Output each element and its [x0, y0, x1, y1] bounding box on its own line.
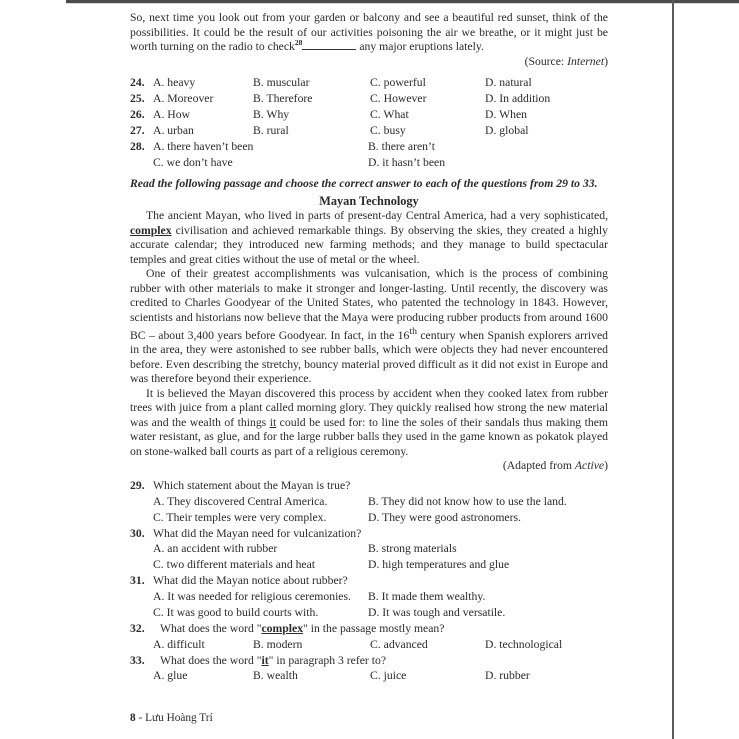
question-33-options [130, 668, 608, 684]
question-30-options-ab [130, 541, 608, 557]
q33-text-before: What does the word " [160, 653, 262, 667]
question-number: 29. [130, 478, 145, 492]
author-name: - Lưu Hoàng Trí [135, 712, 213, 724]
option-d: D. It was tough and versatile. [368, 606, 506, 619]
option-b: B. modern [253, 637, 303, 651]
question-row-24 [130, 75, 608, 91]
option-b: B. Therefore [253, 92, 313, 105]
spacer [130, 494, 153, 510]
option-d: D. In addition [485, 92, 551, 105]
p1-keyword-complex: complex [130, 223, 172, 237]
option-b: B. wealth [253, 669, 298, 683]
question-number: 31. [130, 574, 145, 588]
option-d: D. When [485, 108, 527, 121]
question-30-options-cd [130, 557, 608, 573]
page-footer [130, 712, 213, 724]
option-c: C. What [370, 108, 409, 121]
spacer [130, 510, 153, 526]
question-number: 28. [130, 140, 145, 153]
page-top-edge-line [66, 0, 739, 3]
question-number: 27. [130, 124, 145, 137]
question-number: 26. [130, 108, 145, 121]
question-31 [130, 573, 608, 621]
question-number: 25. [130, 92, 145, 105]
spacer [130, 589, 153, 605]
option-c: C. Their temples were very complex. [153, 510, 327, 524]
multiple-choice-block-24-28 [130, 75, 608, 171]
option-b: B. It made them wealthy. [368, 590, 486, 603]
credit-title: Active [574, 459, 605, 473]
option-b: B. Why [253, 108, 290, 121]
source-title: Internet [567, 54, 605, 68]
option-c: C. we don’t have [153, 156, 233, 169]
question-29 [130, 478, 608, 526]
spacer [130, 605, 153, 621]
spacer [130, 668, 153, 684]
question-text [160, 653, 608, 669]
question-31-options-ab [130, 589, 608, 605]
source-prefix: (Source: [524, 54, 568, 68]
option-c: C. However [370, 92, 427, 105]
spacer [130, 155, 153, 171]
option-b: B. rural [253, 124, 289, 137]
p1-text-after: civilisation and achieved remarkable things. By observing the skies, they created a highly accurate calendar; they introduced new farming methods; and they manage to build spectacular temples and great cities without the use of metal or the wheel. [130, 223, 608, 266]
option-b: B. there aren’t [368, 140, 435, 153]
option-d: D. technological [485, 637, 563, 651]
option-c: C. busy [370, 124, 406, 137]
option-a: A. there haven’t been [153, 140, 254, 153]
question-32 [130, 621, 608, 653]
question-text [160, 621, 608, 637]
option-c: C. advanced [370, 637, 428, 651]
question-29-options-cd [130, 510, 608, 526]
option-a: A. They discovered Central America. [153, 494, 328, 508]
question-row-25 [130, 91, 608, 107]
question-row-28-line2 [130, 155, 608, 171]
q33-keyword-it: it [261, 653, 269, 667]
question-row-27 [130, 123, 608, 139]
option-a: A. Moreover [153, 92, 214, 105]
credit-suffix: ) [604, 459, 608, 473]
option-a: A. an accident with rubber [153, 542, 278, 556]
p3-keyword-it: it [269, 415, 277, 429]
option-a: A. heavy [153, 76, 196, 89]
option-d: D. They were good astronomers. [368, 510, 521, 524]
question-number: 24. [130, 76, 145, 89]
question-text: What did the Mayan notice about rubber? [153, 574, 348, 588]
question-32-options [130, 637, 608, 653]
passage-paragraph-3 [130, 387, 608, 460]
option-d: D. it hasn’t been [368, 156, 446, 169]
intro-tail: any major eruptions lately. [356, 40, 484, 53]
fill-in-blank [302, 40, 356, 50]
question-33 [130, 653, 608, 685]
p2-text-after: century when Spanish explorers arrived in the area, they were astonished to see rubber balls, which were objects they had never encountered before. Even describing the stretchy, bouncy material proved difficult as it did not exist in Europe and was therefore beyond their experience. [130, 328, 608, 386]
source-suffix: ) [604, 54, 608, 68]
q32-text-before: What does the word " [160, 622, 262, 635]
p1-text: The ancient Mayan, who lived in parts of present-day Central America, had a very sophisticated, [146, 209, 608, 222]
spacer [130, 637, 153, 653]
p3-text: It is believed the Mayan discovered this process by accident when they cooked latex from rubber trees with juice from a plant called morning glory. They quickly realised how strong the new material was and the wealth of things [130, 386, 608, 429]
question-29-options-ab [130, 494, 608, 510]
page-right-edge-line [672, 0, 674, 739]
question-30-text [130, 526, 608, 542]
option-d: D. high temperatures and glue [368, 558, 510, 572]
question-31-text [130, 573, 608, 589]
p3-text-after: could be used for: to line the soles of their sandals thus making them water resistant, as glue, and for the large rubber balls they used in the game known as pokatok played on stone-walked ball courts as part of a religious ceremony. [130, 415, 608, 458]
source-credit [130, 55, 608, 70]
page-number: 8 [130, 712, 136, 724]
option-d: D. global [485, 124, 529, 137]
q32-keyword-complex: complex [261, 622, 304, 635]
option-a: A. difficult [153, 637, 205, 651]
passage-paragraph-1 [130, 209, 608, 267]
page-content [130, 11, 608, 684]
passage-paragraph-2 [130, 267, 608, 387]
question-row-26 [130, 107, 608, 123]
option-c: C. two different materials and heat [153, 558, 316, 572]
option-b: B. muscular [253, 76, 310, 89]
option-d: D. natural [485, 76, 532, 89]
p2-text: One of their greatest accomplishments was vulcanisation, which is the process of combining rubber with other materials to make it stronger and longer-lasting. Until recently, the discovery was credited to Charles Goodyear of the United States, who patented the technology in 1843. However, scientists and historians now believe that the Maya were producing rubber products from around 1600 BC – about 3,400 years before Goodyear. In fact, in the 16 [130, 267, 608, 342]
option-c: C. powerful [370, 76, 426, 89]
passage-title: Mayan Technology [319, 193, 419, 208]
q32-text-after: " in the passage mostly mean? [303, 622, 445, 635]
option-b: B. They did not know how to use the land. [368, 494, 567, 508]
question-text: Which statement about the Mayan is true? [153, 478, 351, 492]
section-instruction: Read the following passage and choose the correct answer to each of the questions from 29 to 33. [130, 177, 598, 190]
gap-number-superscript: 28 [294, 38, 303, 48]
credit-prefix: (Adapted from [502, 459, 575, 473]
question-31-options-cd [130, 605, 608, 621]
question-number: 33. [130, 653, 145, 667]
question-text: What did the Mayan need for vulcanization? [153, 526, 362, 540]
question-33-text [130, 653, 608, 669]
option-b: B. strong materials [368, 542, 457, 556]
option-c: C. It was good to build courts with. [153, 606, 319, 619]
p2-ordinal-superscript: th [409, 326, 417, 337]
question-29-text [130, 478, 608, 494]
option-a: A. glue [153, 669, 188, 683]
question-number: 32. [130, 622, 145, 635]
passage-credit [130, 459, 608, 474]
q33-text-after: " in paragraph 3 refer to? [268, 653, 387, 667]
question-32-text [130, 621, 608, 637]
intro-paragraph [130, 11, 608, 55]
option-a: A. How [153, 108, 191, 121]
option-c: C. juice [370, 669, 407, 683]
question-row-28-line1 [130, 139, 608, 155]
spacer [130, 541, 153, 557]
option-d: D. rubber [485, 669, 530, 683]
spacer [130, 557, 153, 573]
question-number: 30. [130, 526, 145, 540]
question-30 [130, 526, 608, 574]
intro-text: So, next time you look out from your garden or balcony and see a beautiful red sunset, think of the possibilities. It could be the result of our activities poisoning the air we breathe, or it might just be worth turning on the radio to check [130, 11, 608, 53]
option-a: A. It was needed for religious ceremonies. [153, 590, 351, 603]
option-a: A. urban [153, 124, 194, 137]
